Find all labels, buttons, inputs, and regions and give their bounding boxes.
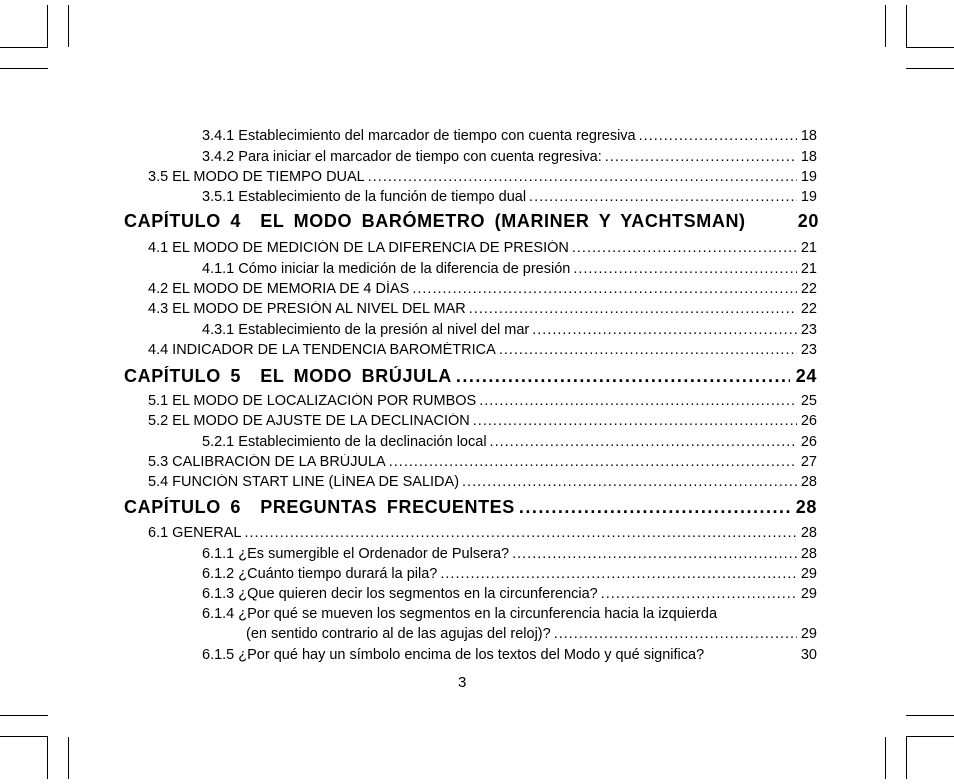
toc-entry-page: 21 (800, 240, 817, 256)
toc-entry-page: 19 (800, 189, 817, 205)
toc-entry-page: 22 (800, 281, 817, 297)
toc-entry-page: 29 (800, 566, 817, 582)
toc-entry[interactable] (202, 128, 817, 144)
toc-entry[interactable] (148, 393, 817, 409)
toc-entry-title: (en sentido contrario al de las agujas del reloj)? (246, 626, 551, 642)
toc-entry[interactable] (202, 586, 817, 602)
toc-entry[interactable] (148, 281, 817, 297)
toc-chapter-title: CAPÍTULO 5 EL MODO BRÚJULA (124, 366, 452, 386)
toc-entry[interactable] (202, 434, 817, 450)
toc-entry[interactable] (148, 413, 817, 429)
toc-entry-page: 28 (800, 546, 817, 562)
toc-entry-page: 18 (800, 128, 817, 144)
toc-chapter[interactable] (124, 497, 817, 518)
toc-entry-page: 26 (800, 413, 817, 429)
toc-entry[interactable] (148, 342, 817, 358)
toc-entry[interactable] (148, 454, 817, 470)
toc-entry-page: 30 (800, 647, 817, 663)
toc-entry-title: 6.1.2 ¿Cuánto tiempo durará la pila? (202, 566, 438, 582)
toc-entry-page: 18 (800, 149, 817, 165)
toc-entry-page: 23 (800, 322, 817, 338)
toc-entry-title: 4.1.1 Cómo iniciar la medición de la diferencia de presión (202, 261, 571, 277)
toc-entry-title: 4.3.1 Establecimiento de la presión al nivel del mar (202, 322, 530, 338)
toc-entry-page: 27 (800, 454, 817, 470)
toc-chapter-title: CAPÍTULO 6 PREGUNTAS FRECUENTES (124, 497, 515, 517)
toc-entry-title: 6.1 GENERAL (148, 525, 242, 541)
toc-entry[interactable] (202, 149, 817, 165)
toc-entry-title: 5.2 EL MODO DE AJUSTE DE LA DECLINACIÓN (148, 413, 470, 429)
toc-entry[interactable] (246, 626, 817, 642)
toc-entry-page: 25 (800, 393, 817, 409)
toc-entry[interactable] (148, 240, 817, 256)
toc-entry-title: 4.1 EL MODO DE MEDICIÓN DE LA DIFERENCIA DE PRESIÓN (148, 240, 569, 256)
toc-entry-title: 3.5 EL MODO DE TIEMPO DUAL (148, 169, 365, 185)
toc-entry-title: 5.2.1 Establecimiento de la declinación local (202, 434, 487, 450)
toc-entry-page: 28 (800, 474, 817, 490)
toc-entry-page: 22 (800, 301, 817, 317)
toc-entry-title: 4.2 EL MODO DE MEMORIA DE 4 DÍAS (148, 281, 410, 297)
toc-chapter[interactable] (124, 366, 817, 387)
toc-chapter-page: 28 (795, 497, 817, 517)
toc-entry-title: 3.4.2 Para iniciar el marcador de tiempo con cuenta regresiva: (202, 149, 602, 165)
toc-entry-title: 5.1 EL MODO DE LOCALIZACIÓN POR RUMBOS (148, 393, 477, 409)
toc-entry-page: 23 (800, 342, 817, 358)
toc-entry-title: 5.4 FUNCIÓN START LINE (LÍNEA DE SALIDA) (148, 474, 460, 490)
toc-entry-page: 21 (800, 261, 817, 277)
toc-chapter-page: 20 (797, 211, 819, 231)
toc-entry-page: 29 (800, 626, 817, 642)
toc-entry-title: 5.3 CALIBRACIÓN DE LA BRÚJULA (148, 454, 386, 470)
toc-entry-title: 4.3 EL MODO DE PRESIÓN AL NIVEL DEL MAR (148, 301, 466, 317)
toc-entry-title: 6.1.3 ¿Que quieren decir los segmentos en la circunferencia? (202, 586, 598, 602)
toc-entry[interactable] (202, 647, 817, 663)
toc-entry-title: 6.1.1 ¿Es sumergible el Ordenador de Pulsera? (202, 546, 510, 562)
toc-entry[interactable] (202, 546, 817, 562)
toc-entry[interactable] (202, 566, 817, 582)
toc-entry-title: 4.4 INDICADOR DE LA TENDENCIA BAROMÉTRICA (148, 342, 496, 358)
toc-entry-page: 28 (800, 525, 817, 541)
page-number: 3 (458, 674, 467, 691)
toc-chapter-page: 24 (795, 366, 817, 386)
toc-entry-page: 29 (800, 586, 817, 602)
toc-entry-page: 26 (800, 434, 817, 450)
toc-chapter[interactable] (124, 211, 819, 232)
toc-entry-title-line1: 6.1.4 ¿Por qué se mueven los segmentos en la circunferencia hacia la izquierda (202, 606, 718, 622)
toc-entry[interactable] (148, 169, 817, 185)
toc-entry[interactable] (202, 189, 817, 205)
toc-entry[interactable] (148, 525, 817, 541)
toc-entry-page: 19 (800, 169, 817, 185)
toc-entry-title: 3.4.1 Establecimiento del marcador de tiempo con cuenta regresiva (202, 128, 636, 144)
toc-entry[interactable] (148, 474, 817, 490)
toc-entry[interactable] (202, 322, 817, 338)
toc-entry[interactable] (148, 301, 817, 317)
toc-entry-title: 6.1.5 ¿Por qué hay un símbolo encima de los textos del Modo y qué significa? (202, 647, 705, 663)
toc-chapter-title: CAPÍTULO 4 EL MODO BARÓMETRO (MARINER Y YACHTSMAN) (124, 211, 746, 231)
toc-entry[interactable] (202, 261, 817, 277)
toc-entry-title: 3.5.1 Establecimiento de la función de tiempo dual (202, 189, 527, 205)
